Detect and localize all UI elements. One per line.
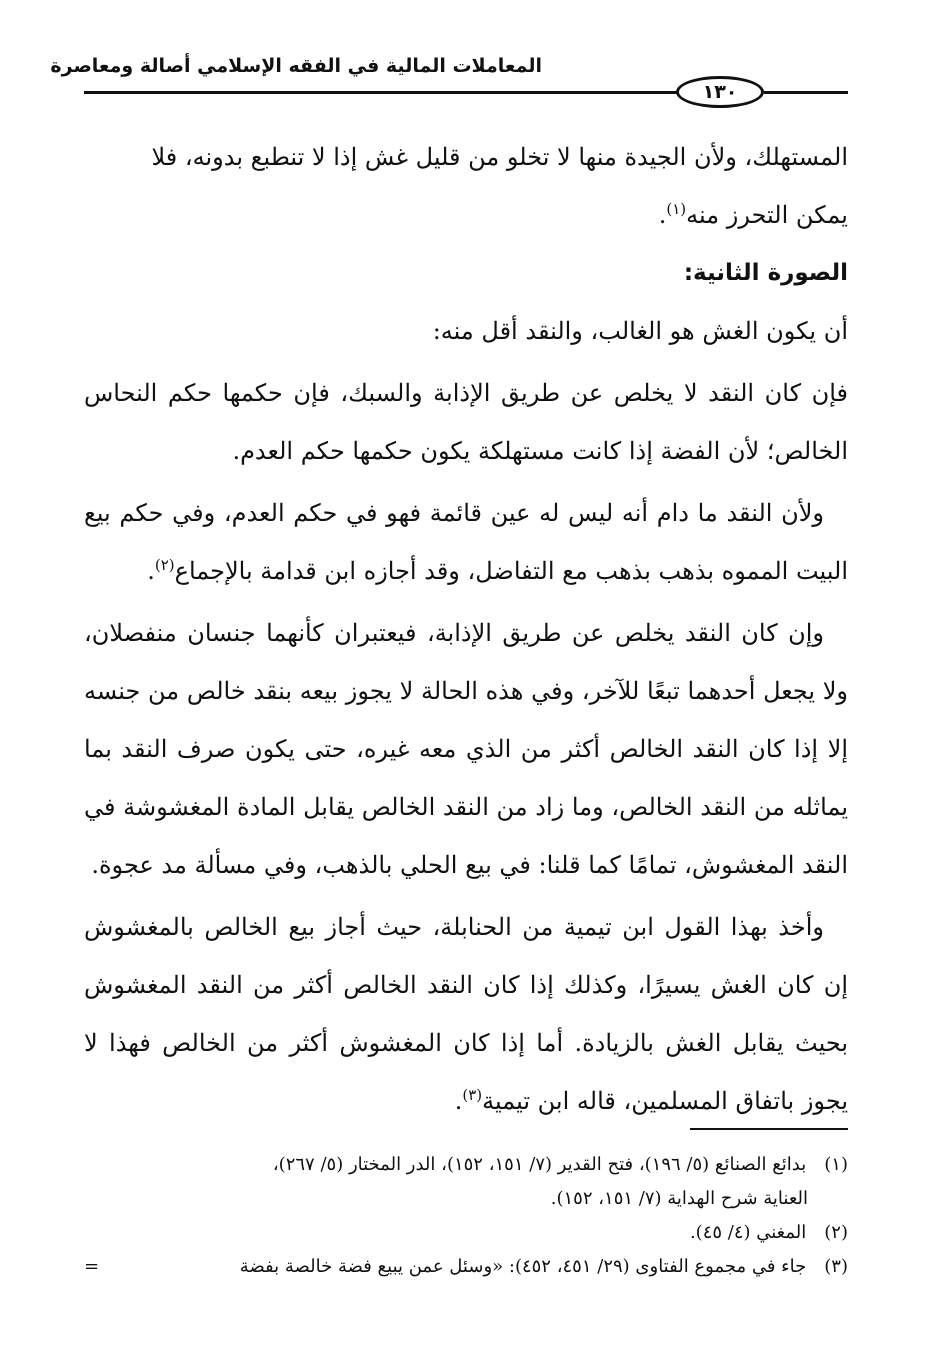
footnote-1 bbox=[84, 1148, 848, 1182]
paragraph-1-end: . bbox=[658, 201, 667, 229]
footnote-ref-2[interactable]: (٢) bbox=[154, 556, 175, 574]
paragraph-4 bbox=[84, 484, 848, 600]
section-heading: الصورة الثانية: bbox=[683, 260, 848, 286]
footnote-ref-3[interactable]: (٣) bbox=[462, 1086, 483, 1104]
paragraph-6-text: وأخذ بهذا القول ابن تيمية من الحنابلة، حيث أجاز بيع الخالص بالمغشوش إن كان الغش يسيرًا، وكذلك إذا كان النقد الخالص أكثر من النقد المغشوش بحيث يقابل الغش بالزيادة. أما إذا كان المغشوش أكثر من الخالص فهذا لا يجوز باتفاق المسلمين، قاله ابن تيمية bbox=[84, 913, 848, 1115]
footnotes bbox=[84, 1148, 848, 1284]
header-rule-right bbox=[764, 91, 848, 94]
running-title: المعاملات المالية في الفقه الإسلامي أصالة ومعاصرة bbox=[50, 55, 542, 77]
footnote-1-line-1: بدائع الصنائع (٥/ ١٩٦)، فتح القدير (٧/ ١٥١، ١٥٢)، الدر المختار (٥/ ٢٦٧)، bbox=[272, 1154, 807, 1175]
page-number: ١٣٠ bbox=[702, 81, 738, 103]
paragraph-1-line-2: يمكن التحرز منه bbox=[686, 201, 848, 229]
continuation-mark: = bbox=[84, 1256, 100, 1277]
paragraph-4-end: . bbox=[147, 557, 155, 585]
footnote-2-line-1: المغني (٤/ ٤٥). bbox=[689, 1222, 807, 1243]
paragraph-4-text: ولأن النقد ما دام أنه ليس له عين قائمة فهو في حكم العدم، وفي حكم بيع البيت المموه بذهب بذهب مع التفاضل، وقد أجازه ابن قدامة بالإجماع bbox=[84, 499, 848, 585]
paragraph-6 bbox=[84, 898, 848, 1130]
paragraph-1 bbox=[84, 128, 848, 244]
header-rule-left bbox=[84, 91, 678, 94]
footnote-2 bbox=[84, 1216, 848, 1250]
footnote-1-line-2: العناية شرح الهداية (٧/ ١٥١، ١٥٢). bbox=[550, 1188, 808, 1209]
footnote-separator bbox=[690, 1128, 848, 1130]
footnote-3-line-1: جاء في مجموع الفتاوى (٢٩/ ٤٥١، ٤٥٢): «وسئل عمن يبيع فضة خالصة بفضة bbox=[239, 1256, 807, 1277]
paragraph-2: أن يكون الغش هو الغالب، والنقد أقل منه: bbox=[432, 317, 848, 345]
paragraph-1-line-1: المستهلك، ولأن الجيدة منها لا تخلو من قليل غش إذا لا تنطبع بدونه، فلا bbox=[151, 143, 848, 171]
footnote-3 bbox=[84, 1250, 848, 1284]
paragraph-5: وإن كان النقد يخلص عن طريق الإذابة، فيعتبران كأنهما جنسان منفصلان، ولا يجعل أحدهما تبعًا للآخر، وفي هذه الحالة لا يجوز بيعه بنقد خالص من جنسه إلا إذا كان النقد الخالص أكثر من الذي معه غيره، حتى يكون صرف النقد بما يماثله من النقد الخالص، وما زاد من النقد الخالص يقابل المادة المغشوشة في النقد المغشوش، تمامًا كما قلنا: في بيع الحلي بالذهب، وفي مسألة مد عجوة. bbox=[84, 619, 848, 879]
paragraph-6-end: . bbox=[454, 1087, 463, 1115]
main-text bbox=[84, 128, 848, 1130]
footnote-3-number: (٣) bbox=[824, 1256, 848, 1277]
footnote-1-number: (١) bbox=[824, 1154, 848, 1175]
footnote-ref-1[interactable]: (١) bbox=[666, 200, 687, 218]
paragraph-3: فإن كان النقد لا يخلص عن طريق الإذابة والسبك، فإن حكمها حكم النحاس الخالص؛ لأن الفضة إذا كانت مستهلكة يكون حكمها حكم العدم. bbox=[84, 379, 848, 465]
footnote-2-number: (٢) bbox=[824, 1222, 848, 1243]
page-number-badge bbox=[676, 76, 764, 108]
